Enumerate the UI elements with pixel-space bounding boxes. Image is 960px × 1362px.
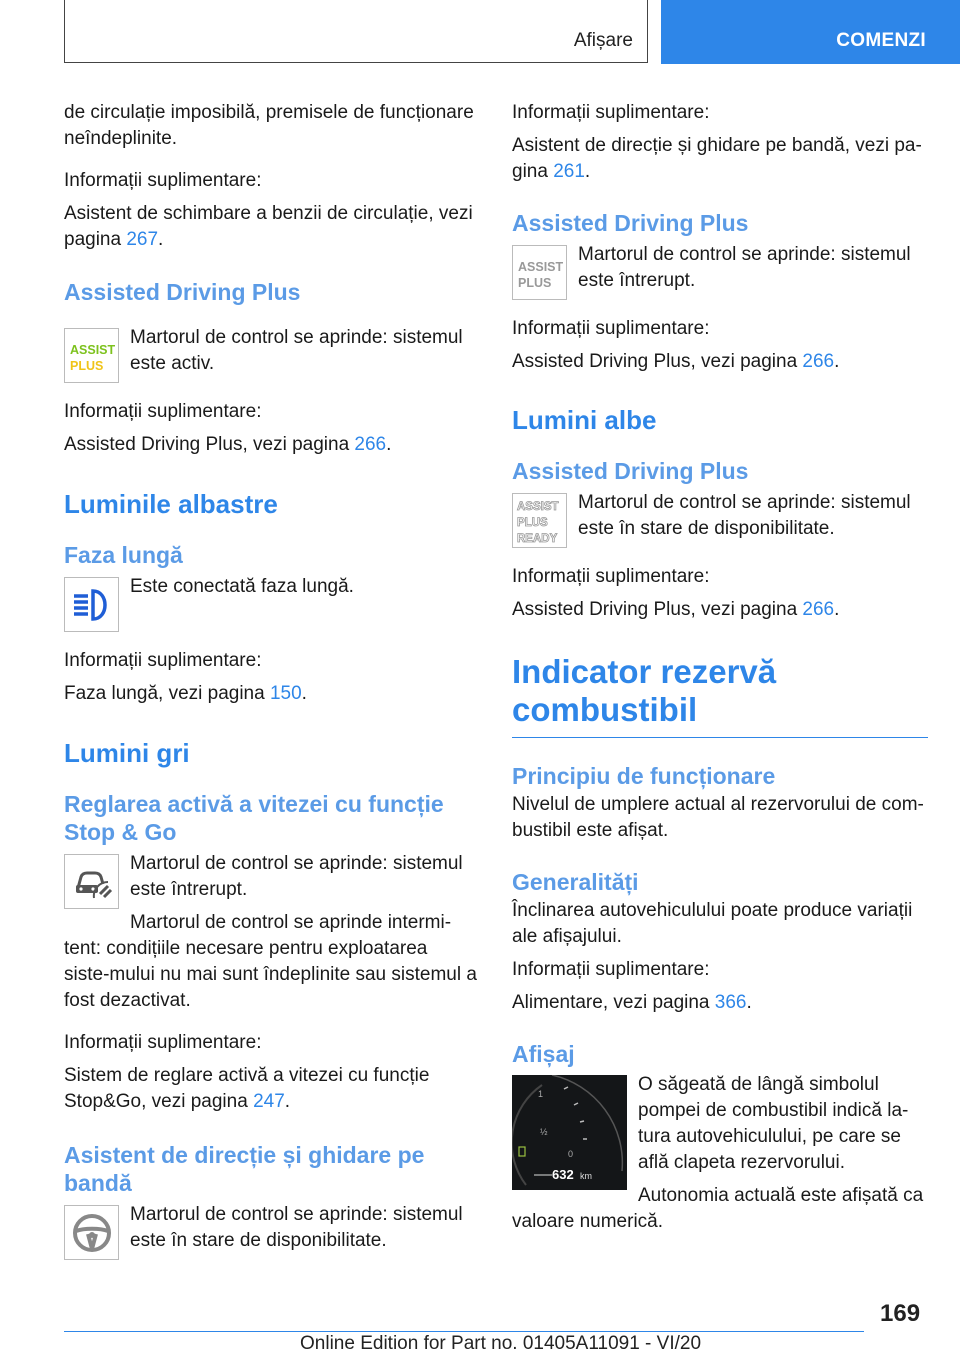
reference-text: Alimentare, vezi pagina 366. [512,992,752,1013]
page-link[interactable]: 266 [802,599,835,620]
subsection-title: Principiu de funcționare [512,763,776,789]
gauge-range-unit: km [580,1171,592,1181]
subsection-title: Asistent de direcție și ghidare pe bandă [64,1142,425,1197]
indicator-description: Martorul de control se aprinde: sistemul este activ. [130,327,463,375]
indicator-description: Martorul de control se aprinde: sistemul este întrerupt. [578,244,911,291]
info-label: Informații suplimentare: [512,959,710,980]
reference-prefix: Assisted Driving Plus, vezi pagina [64,434,355,456]
reference-prefix: Sistem de reglare activă a vitezei cu funcție Stop&Go, vezi pagina [64,1065,430,1113]
info-label: Informații suplimentare: [512,566,710,587]
subsection-title: Assisted Driving Plus [64,279,301,305]
indicator-row [64,1202,478,1260]
header-chapter-tab[interactable] [661,0,960,64]
info-label: Informații suplimentare: [64,401,262,423]
indicator-description: Este conectată faza lungă. [130,576,354,598]
indicator-description-group [130,851,478,936]
high-beam-icon [64,577,119,632]
header-section-tab [64,0,648,63]
indicator-description-flashing: Martorul de control se aprinde intermi- [130,912,452,934]
indicator-description: Martorul de control se aprinde: sistemul este în stare de disponibilitate. [578,492,911,539]
page-link[interactable]: 366 [714,992,747,1013]
principle-description: Nivelul de umplere actual al rezervorului de com-bustibil este afișat. [512,794,924,841]
section-title: Lumini albe [512,405,657,435]
reference-text: Assisted Driving Plus, vezi pagina 266. [512,599,840,620]
assist-plus-active-icon [64,328,119,383]
indicator-row [64,851,478,936]
reference-prefix: Asistent de schimbare a benzii de circulație, vezi pagina [64,203,473,250]
page-link[interactable]: 150 [269,683,302,705]
page-link[interactable]: 261 [553,161,585,182]
assist-white-label-3: READY [516,532,557,545]
gauge-tick-empty: 0 [568,1149,574,1159]
reference-prefix: Assisted Driving Plus, vezi pagina [512,599,803,620]
indicator-row [64,574,478,632]
reference-text: Assisted Driving Plus, vezi pagina 266. [512,351,840,372]
section-title: Luminile albastre [64,489,278,520]
subsection-title: Generalități [512,869,639,895]
footer-edition: Online Edition for Part no. 01405A11091 - VI/20 [300,1333,702,1354]
indicator-row [512,242,928,300]
reference-prefix: Alimentare, vezi pagina [512,992,715,1013]
page-number: 169 [880,1300,921,1327]
header-chapter-title: COMENZI [836,30,926,51]
gauge-range-value: 632 [552,1167,574,1182]
indicator-description-continued: tent: condițiile necesare pentru exploatarea siste-mului nu mai sunt îndeplinite sau sistemul a fost dezactivat. [64,938,477,1012]
section-title: Lumini gri [64,738,190,769]
assist-label-1: ASSIST [69,342,115,357]
subsection-title: Faza lungă [64,542,183,569]
display-row [512,1072,928,1209]
page-link[interactable]: 266 [802,351,835,372]
display-description: O săgeată de lângă simbolul pompei de combustibil indică la-tura autovehiculului, pe care se află clapeta rezervorului. [638,1074,909,1173]
steering-wheel-icon [64,1205,119,1260]
reference-prefix: Assisted Driving Plus, vezi pagina [512,351,803,372]
assist-white-label-2: PLUS [516,516,548,529]
indicator-row [64,325,478,383]
page-link[interactable]: 266 [354,434,387,456]
header-section-title: Afișare [573,30,633,51]
assist-plus-ready-icon [512,493,567,548]
intro-text: de circulație imposibilă, premisele de funcționare neîndeplinite. [64,102,474,149]
subsection-title: Afișaj [512,1041,575,1067]
footer-rule [64,1331,864,1332]
indicator-description: Martorul de control se aprinde: sistemul este întrerupt. [130,853,463,901]
assist-grey-label-1: ASSIST [517,259,563,274]
indicator-description: Martorul de control se aprinde: sistemul este în stare de disponibilitate. [130,1204,463,1252]
reference-prefix: Asistent de direcție și ghidare pe bandă, vezi pa-gina [512,135,922,182]
info-label: Informații suplimentare: [64,650,262,672]
assist-plus-grey-icon [512,245,567,300]
subsection-title: Assisted Driving Plus [512,210,749,236]
reference-text: Asistent de direcție și ghidare pe bandă, vezi pa-gina 261. [512,135,922,182]
reference-text: Sistem de reglare activă a vitezei cu funcție Stop&Go, vezi pagina 247. [64,1065,430,1113]
reference-text: Assisted Driving Plus, vezi pagina 266. [64,434,392,456]
info-label: Informații suplimentare: [512,318,710,339]
reference-prefix: Faza lungă, vezi pagina [64,683,270,705]
display-description-group [638,1072,928,1209]
assist-white-label-1: ASSIST [516,500,559,513]
display-description-continued: valoare numerică. [512,1211,664,1232]
page-link[interactable]: 267 [126,229,159,250]
assist-label-2: PLUS [69,358,103,373]
fuel-gauge-image [512,1075,627,1190]
left-column [64,100,478,1260]
chapter-title: Indicator rezervă combustibil [512,653,777,728]
info-label: Informații suplimentare: [512,102,710,123]
gauge-tick-full: 1 [538,1089,544,1099]
indicator-row [512,490,928,548]
fuel-pump-icon [519,1147,525,1156]
general-description: Înclinarea autovehiculului poate produce variații ale afișajului. [512,900,913,947]
reference-text: Faza lungă, vezi pagina 150. [64,683,307,705]
display-description-range: Autonomia actuală este afișată ca [638,1185,924,1206]
reference-text: Asistent de schimbare a benzii de circulație, vezi pagina 267. [64,203,473,250]
assist-grey-label-2: PLUS [517,275,551,290]
info-label: Informații suplimentare: [64,1032,262,1054]
acc-stop-go-icon [64,854,119,909]
subsection-title: Reglarea activă a vitezei cu funcție Stop & Go [64,791,444,846]
page-link[interactable]: 247 [253,1091,285,1113]
chapter-title-rule [512,737,928,738]
info-label: Informații suplimentare: [64,170,262,191]
right-column [512,100,928,1235]
gauge-tick-half: ½ [540,1127,548,1137]
subsection-title: Assisted Driving Plus [512,458,749,484]
